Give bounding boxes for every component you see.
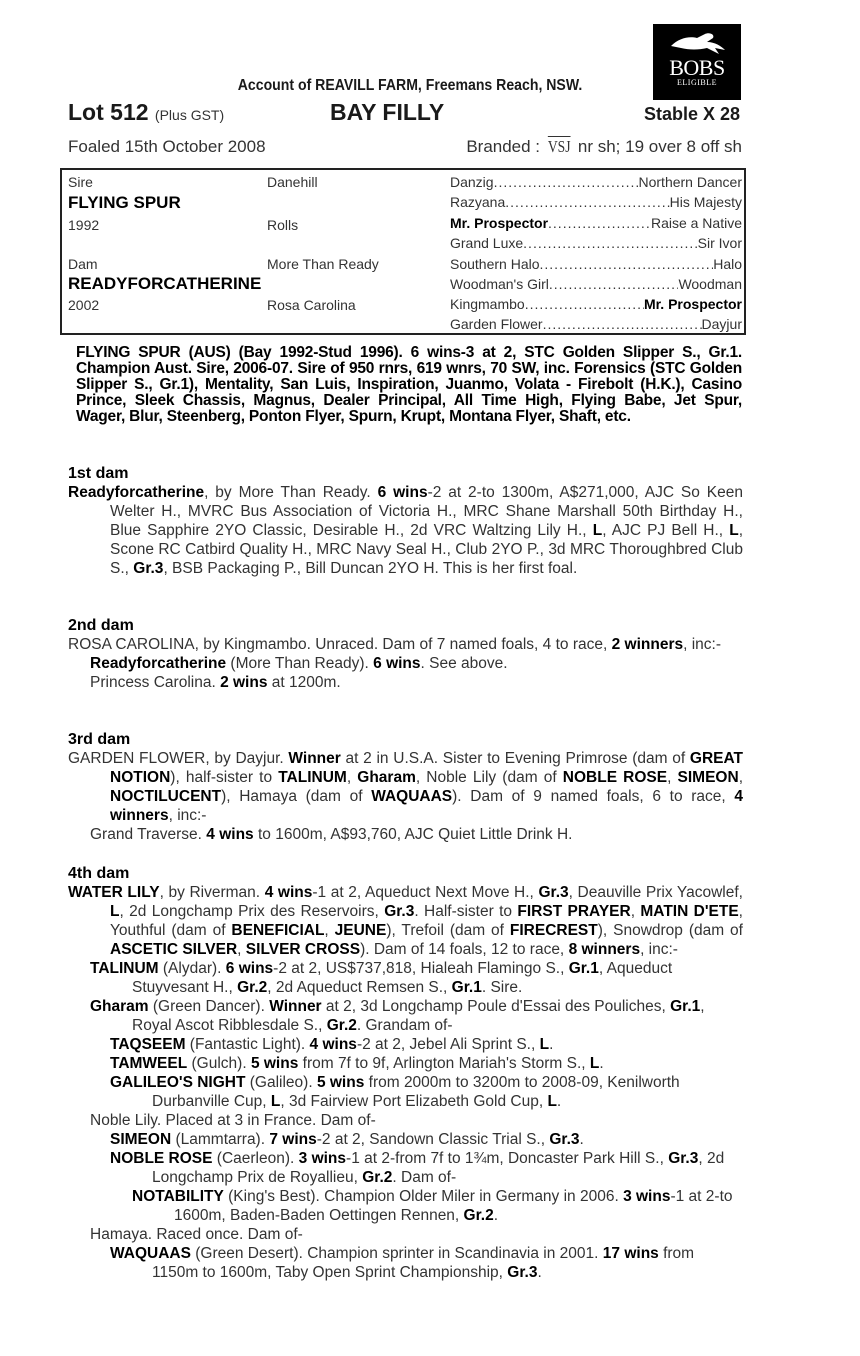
dam-label: Dam [68,256,98,272]
grandparent-row [450,194,742,210]
logo-eligible-text: ELIGIBLE [677,78,717,87]
grandparent-right: Woodman [678,276,742,292]
dam-name: Readyforcatherine [68,484,205,501]
grandparent-left: Danzig [450,174,494,190]
horse-description: BAY FILLY [330,99,445,125]
grandparent-right: Dayjur [701,316,742,332]
grandparent-left: Razyana [450,194,506,210]
dam-paragraph: Readyforcatherine, by More Than Ready. 6 wins-2 at 2-to 1300m, A$271,000, AJC So Keen Welter H., MVRC Bus Association of Victoria H., MRC Shane Marshall 50th Birthday H., Blue Sapphire 2YO Classic, Desirable H., 2d VRC Waltzing Lily H., L, AJC PJ Bell H., L, Scone RC Catbird Quality H., MRC Navy Seal H., Club 2YO P., 3d MRC Thoroughbred Club S., Gr.3, BSB Packaging P., Bill Duncan 2YO H. This is her first foal. [68,484,743,577]
first-dam-section [68,464,743,578]
dam-dam: Rosa Carolina [267,297,356,313]
grandparent-right: His Majesty [669,194,742,210]
produce-entry-taqseem: TAQSEEM (Fantastic Light). 4 wins-2 at 2, Jebel Ali Sprint S., L. [110,1036,554,1053]
grandparent-left: Woodman's Girl [450,276,549,292]
grandparent-left: Kingmambo [450,296,525,312]
pedigree-table [60,168,746,335]
grandparent-left: Mr. Prospector [450,215,549,231]
grandparent-row [450,174,742,190]
logo-bobs-text: BOBS [669,55,725,80]
grandparent-right: Mr. Prospector [643,296,742,312]
section-title: 2nd dam [68,617,134,634]
grandparent-row [450,296,742,312]
produce-entry-galileos-night: GALILEO'S NIGHT (Galileo). 5 wins from 2000m to 3200m to 2008-09, Kenilworth Durbanville Cup, L, 3d Fairview Port Elizabeth Gold Cup, L. [110,1074,680,1110]
produce-entry-noble-lily: Noble Lily. Placed at 3 in France. Dam of- [90,1112,376,1129]
sire-dam: Rolls [267,217,299,233]
second-dam-section [68,616,743,692]
vendor-account: Account of REAVILL FARM, Freemans Reach, NSW. [237,77,583,94]
produce-entry-talinum: TALINUM (Alydar). 6 wins-2 at 2, US$737,818, Hialeah Flamingo S., Gr.1, Aqueduct Stuyvesant H., Gr.2, 2d Aqueduct Remsen S., Gr.1. Sire. [90,960,673,996]
sire-summary: FLYING SPUR (AUS) (Bay 1992-Stud 1996). 6 wins-3 at 2, STC Golden Slipper S., Gr.1. Champion Aust. Sire, 2006-07. Sire of 950 rnrs, 619 wnrs, 70 SW, inc. Forensics (STC Golden Slipper S., Gr.1), Mentality, San Luis, Inspiration, Juanmo, Volata - Firebolt (H.K.), Casino Prince, Sleek Chassis, Magnus, Dealer Principal, All Time High, Flying Babe, Jet Spur, Wager, Blur, Steenberg, Ponton Flyer, Spurn, Krupt, Montana Flyer, Shaft, etc. [76,344,742,425]
stable-number: Stable X 28 [643,104,740,124]
grandparent-left: Garden Flower [450,316,543,332]
produce-entry-noble-rose: NOBLE ROSE (Caerleon). 3 wins-1 at 2-from 7f to 1¾m, Doncaster Park Hill S., Gr.3, 2d Longchamp Prix de Royallieu, Gr.2. Dam of- [110,1150,725,1186]
third-dam-section [68,730,743,844]
produce-entry-waquaas: WAQUAAS (Green Desert). Champion sprinter in Scandinavia in 2001. 17 wins from 1150m to 1600m, Taby Open Sprint Championship, Gr.3. [110,1245,695,1281]
grandparent-left: Southern Halo [450,256,540,272]
dam-paragraph: ROSA CAROLINA, by Kingmambo. Unraced. Dam of 7 named foals, 4 to race, 2 winners, inc:- [68,636,722,653]
grandparent-row [450,276,742,292]
produce-entry: Grand Traverse. 4 wins to 1600m, A$93,760, AJC Quiet Little Drink H. [90,826,573,843]
section-title: 1st dam [68,465,129,482]
produce-entry-hamaya: Hamaya. Raced once. Dam of- [90,1226,303,1243]
lot-gst-note: (Plus GST) [154,107,225,123]
brand-info [466,137,742,157]
sire-label: Sire [68,174,93,190]
dam-year: 2002 [68,297,100,313]
sire-name: FLYING SPUR [68,193,181,212]
lot-number [68,99,224,126]
sire-sire: Danehill [267,174,318,190]
grandparent-right: Raise a Native [650,215,742,231]
foaled-date: Foaled 15th October 2008 [68,137,266,156]
lot-label: Lot 512 [68,99,149,125]
dam-paragraph: GARDEN FLOWER, by Dayjur. Winner at 2 in U.S.A. Sister to Evening Primrose (dam of GREAT NOTION), half-sister to TALINUM, Gharam, Noble Lily (dam of NOBLE ROSE, SIMEON, NOCTILUCENT), Hamaya (dam of WAQUAAS). Dam of 9 named foals, 6 to race, 4 winners, inc:- [68,750,743,824]
grandparent-row [450,215,742,231]
produce-entry-notability: NOTABILITY (King's Best). Champion Older Miler in Germany in 2006. 3 wins-1 at 2-to 1600m, Baden-Baden Oettingen Rennen, Gr.2. [132,1188,733,1224]
produce-entry-gharam: Gharam (Green Dancer). Winner at 2, 3d Longchamp Poule d'Essai des Pouliches, Gr.1, Royal Ascot Ribblesdale S., Gr.2. Grandam of- [90,998,705,1034]
produce-entry: Readyforcatherine (More Than Ready). 6 wins. See above. [90,655,508,672]
horse-head-icon [667,30,727,58]
dam-sire: More Than Ready [267,256,379,272]
dam-paragraph: WATER LILY, by Riverman. 4 wins-1 at 2, Aqueduct Next Move H., Gr.3, Deauville Prix Yacowlef, L, 2d Longchamp Prix des Reservoirs, Gr.3. Half-sister to FIRST PRAYER, MATIN D'ETE, Youthful (dam of BENEFICIAL, JEUNE), Trefoil (dam of FIRECREST), Snowdrop (dam of ASCETIC SILVER, SILVER CROSS). Dam of 14 foals, 12 to race, 8 winners, inc:- [68,884,743,958]
grandparent-left: Grand Luxe [450,235,524,251]
produce-entry-simeon: SIMEON (Lammtarra). 7 wins-2 at 2, Sandown Classic Trial S., Gr.3. [110,1131,584,1148]
grandparent-right: Sir Ivor [697,235,742,251]
branded-label: Branded : [466,137,541,156]
grandparent-right: Northern Dancer [638,174,742,190]
grandparent-row [450,256,742,272]
sire-year: 1992 [68,217,100,233]
dam-name: READYFORCATHERINE [68,274,262,293]
produce-entry-tamweel: TAMWEEL (Gulch). 5 wins from 7f to 9f, Arlington Mariah's Storm S., L. [110,1055,604,1072]
section-title: 3rd dam [68,731,131,748]
grandparent-row [450,235,742,251]
fourth-dam-section [68,864,743,1282]
grandparent-row [450,316,742,332]
section-title: 4th dam [68,865,130,882]
branded-detail: nr sh; 19 over 8 off sh [577,137,742,156]
produce-entry: Princess Carolina. 2 wins at 1200m. [90,674,341,691]
brand-mark-icon: $\overline{VSJ}$ [547,137,571,156]
grandparent-right: Halo [713,256,742,272]
